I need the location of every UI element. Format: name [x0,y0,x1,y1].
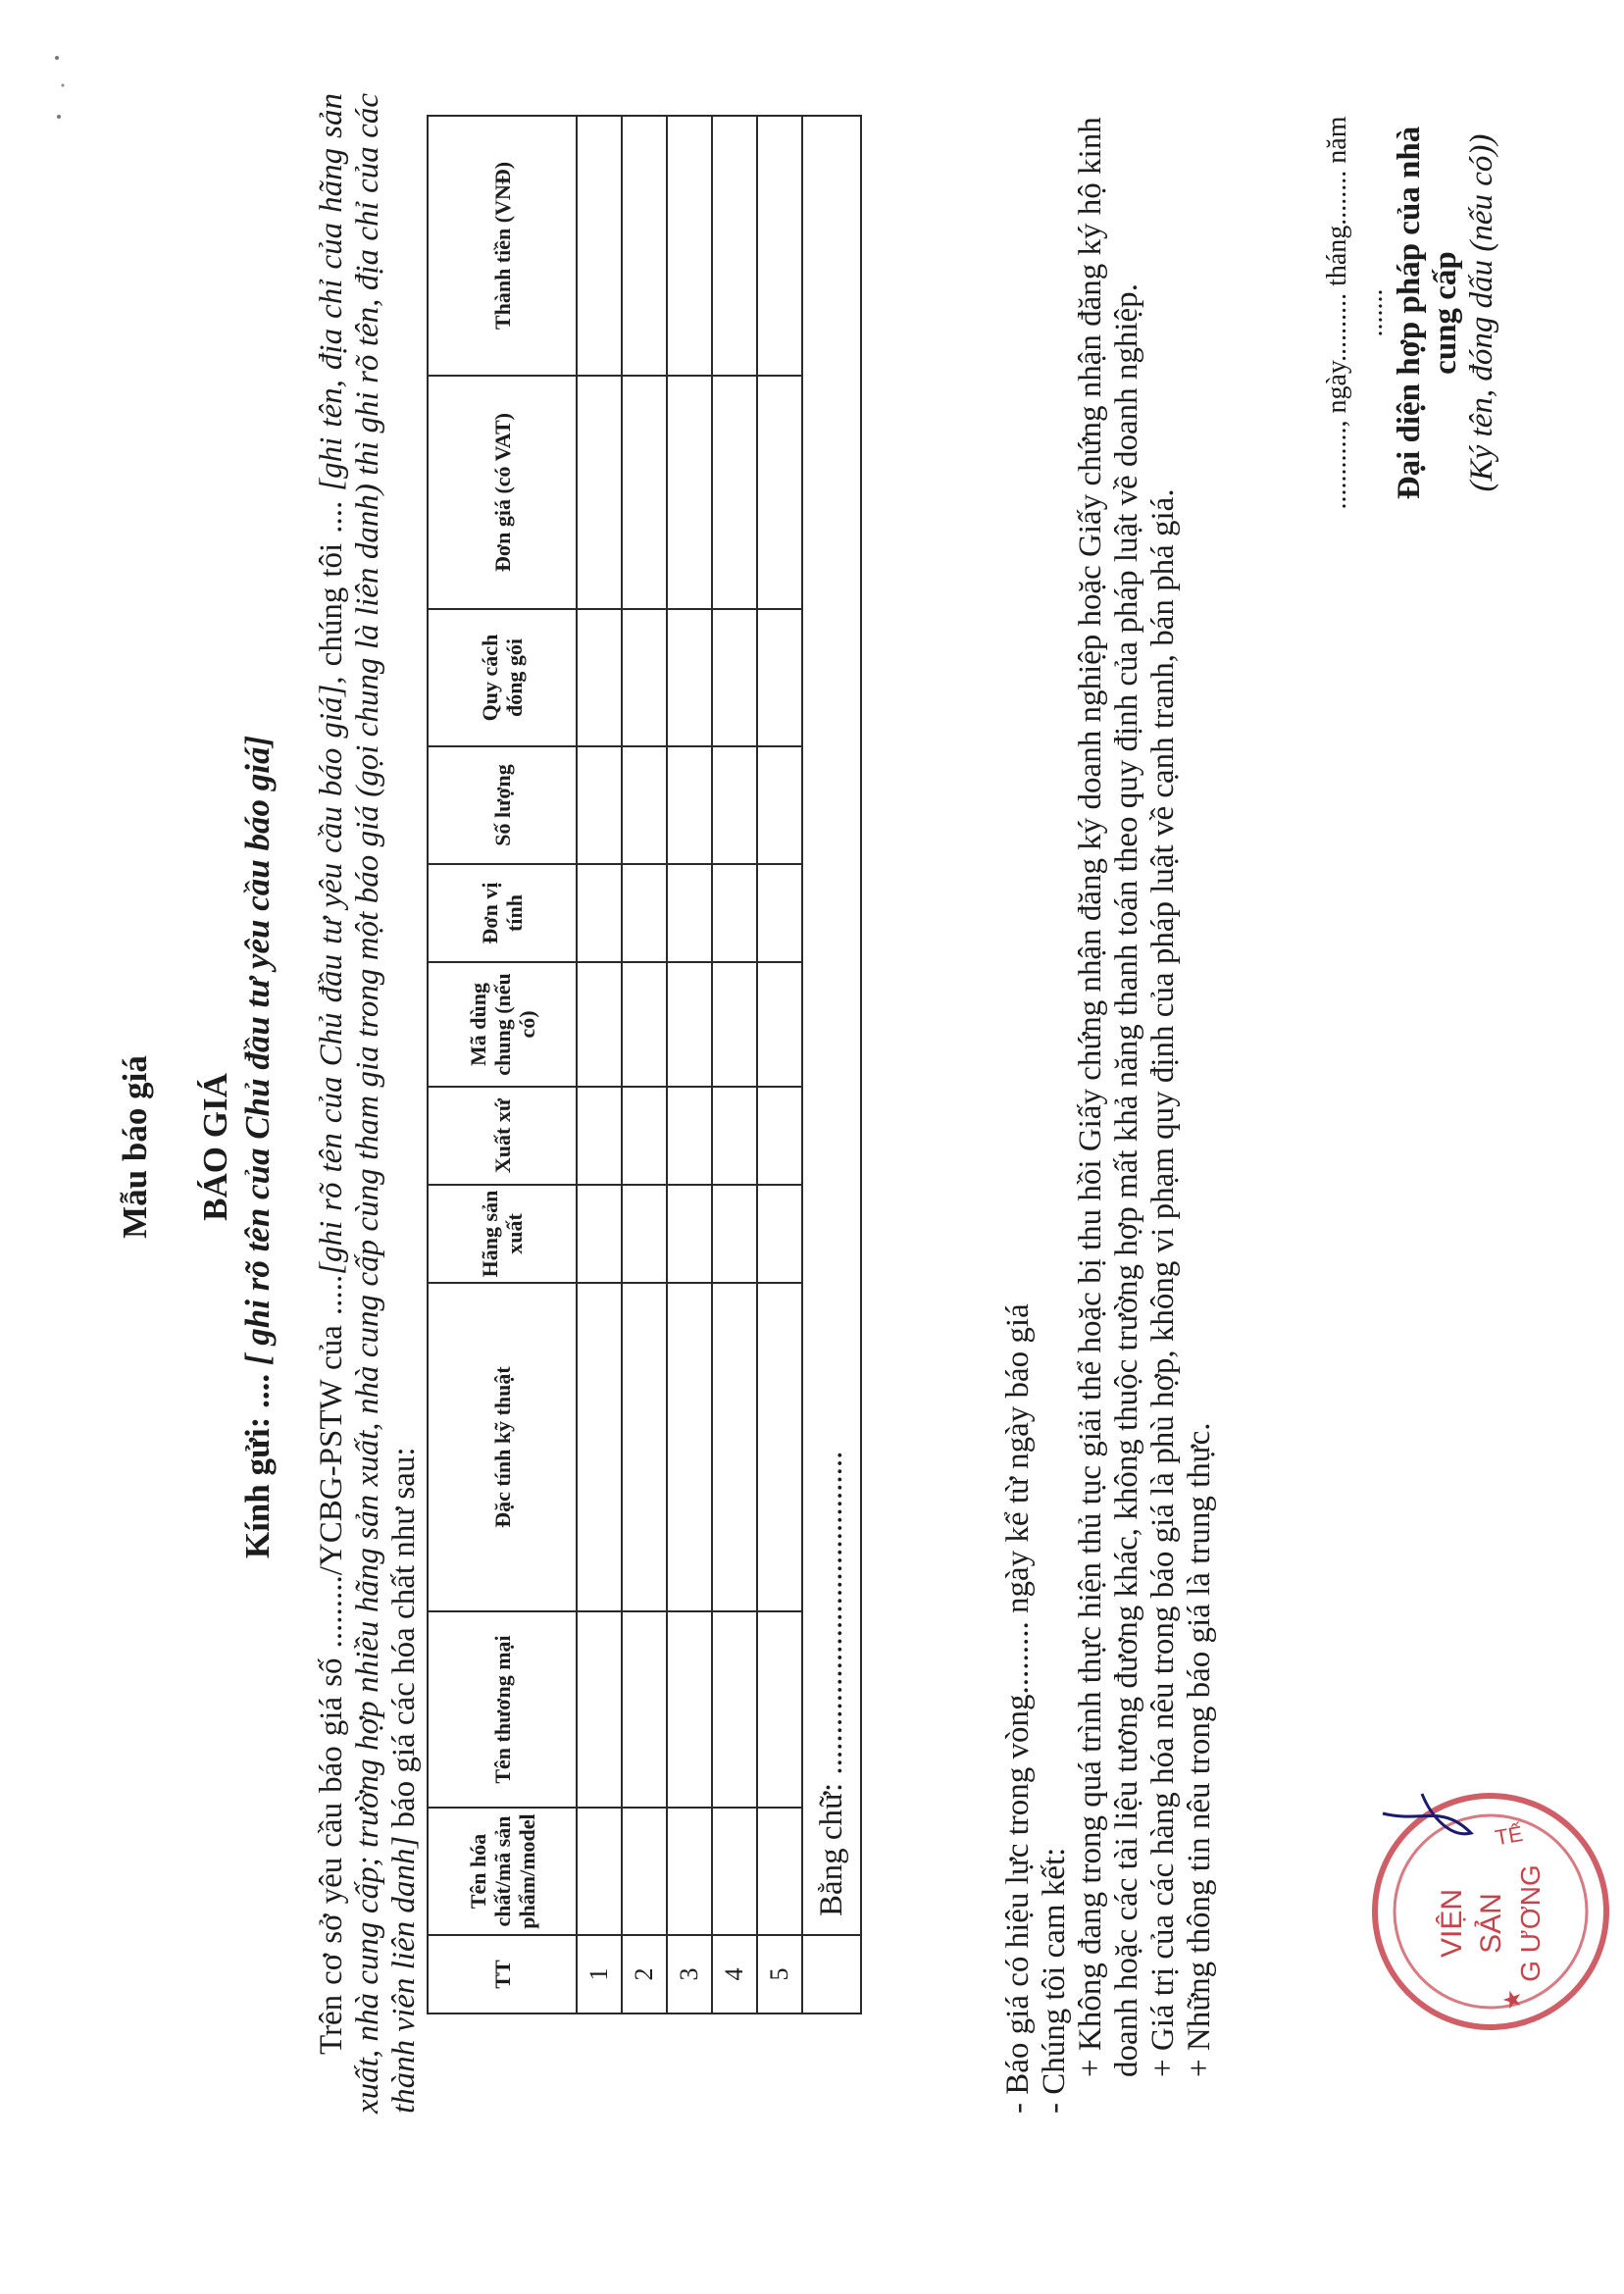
table-cell [712,746,757,864]
table-row [622,116,667,2014]
table-cell [667,116,712,376]
table-cell [577,609,622,746]
table-cell [622,116,667,376]
addressee-line [238,0,278,2294]
stamp-text-2: SẢN [1475,1893,1507,1954]
table-cell [577,376,622,609]
commitment-item-1: + Không đang trong quá trình thực hiện thủ tục giải thể hoặc bị thu hồi Giấy chứng nhận đăng ký doanh nghiệp hoặc Giấy chứng nhận đăng ký hộ kinh doanh hoặc các tài liệu tương đương khác, không thuộc trường hợp mất khả năng thanh toán theo quy định của pháp luật về doanh nghiệp. [1073,117,1144,2077]
red-seal-stamp [1363,1784,1618,2039]
table-cell [757,376,802,609]
signature-block [1319,97,1500,529]
table-cell [667,1087,712,1185]
table-cell [667,864,712,962]
table-cell [757,864,802,962]
table-cell [622,1283,667,1611]
addressee-prefix: Kính gửi: .... [238,1373,277,1559]
table-cell [757,746,802,864]
table-cell [577,864,622,962]
header-cell: Hãng sản xuất [428,1185,577,1283]
intro-part-4: [ghi tên, địa chỉ của hãng sản xuất, nhà cung cấp; trường hợp nhiều hãng sản xuất, nhà cung cấp cùng tham gia trong một báo giá (gọi chung là liên danh) thì ghi rõ tên, địa chỉ của các thành viên liên danh] [314,93,422,2114]
table-cell [712,962,757,1087]
empty-number-cell [802,1935,861,2014]
stamp-text-3: G ƯƠNG [1515,1864,1546,1982]
table-row [802,116,861,2014]
table-cell [577,1185,622,1283]
scan-marks [39,38,78,136]
table-cell [622,1087,667,1185]
header-cell: Đặc tính kỹ thuật [428,1283,577,1611]
intro-part-5: báo giá các hóa chất như sau: [386,1447,422,1836]
signature-note: (Ký tên, đóng dấu (nếu có)) [1464,133,1499,492]
header-cell: Thành tiền (VNĐ) [428,116,577,376]
table-row [667,116,712,2014]
table-cell [757,962,802,1087]
table-cell [757,1283,802,1611]
row-number: 5 [757,1935,802,2014]
stamp-graphic [1375,1796,1606,2027]
commitment-item-3: + Những thông tin nêu trong báo giá là trung thực. [1182,1422,1217,2077]
table-cell [622,376,667,609]
table-cell [622,1808,667,1935]
table-cell [667,746,712,864]
table-cell [622,1611,667,1808]
stamp-text-1: VIỆN [1436,1888,1468,1959]
notes-section [1000,74,1218,2114]
table-cell [712,1087,757,1185]
table-cell [577,746,622,864]
document-title: BÁO GIÁ [196,1073,234,1221]
table-cell [757,1185,802,1283]
header-cell: Số lượng [428,746,577,864]
intro-paragraph [314,93,423,2114]
table-cell [667,376,712,609]
signature-date-line: ............, ngày.......... tháng........ năm ....... [1322,116,1389,510]
header-cell: Xuất xứ [428,1087,577,1185]
table-cell [667,609,712,746]
table-cell [577,1611,622,1808]
table-cell [577,1283,622,1611]
commitment-heading: - Chúng tôi cam kết: [1037,1847,1072,2114]
table-cell [712,376,757,609]
table-cell [577,1087,622,1185]
header-cell: Quy cách đóng gói [428,609,577,746]
table-cell [622,609,667,746]
table-cell [577,962,622,1087]
table-cell [712,1808,757,1935]
table-cell [712,116,757,376]
table-cell [712,609,757,746]
table-row [577,116,622,2014]
amount-in-words: Bằng chữ: ........................................ [802,116,861,1935]
header-cell: Tên thương mại [428,1611,577,1808]
table-cell [667,1283,712,1611]
table-cell [712,1283,757,1611]
table-cell [712,864,757,962]
header-cell: Mã dùng chung (nếu có) [428,962,577,1087]
row-number: 1 [577,1935,622,2014]
table-header-row [428,116,577,2014]
table-cell [577,116,622,376]
row-number: 4 [712,1935,757,2014]
table-cell [622,962,667,1087]
quotation-table [427,115,862,2014]
table-cell [622,746,667,864]
table-cell [757,1611,802,1808]
header-cell: Đơn giá (có VAT) [428,376,577,609]
addressee-name: [ ghi rõ tên của Chủ đầu tư yêu cầu báo giá] [238,735,277,1374]
table-cell [712,1185,757,1283]
table-cell [667,962,712,1087]
table-cell [622,864,667,962]
stamp-side-text: TẾ [1493,1820,1525,1851]
table-cell [667,1185,712,1283]
table-cell [757,116,802,376]
table-cell [667,1808,712,1935]
header-cell: TT [428,1935,577,2014]
table-cell [757,1808,802,1935]
intro-part-3: , chúng tôi .... [314,490,349,685]
intro-part-1: Trên cơ sở yêu cầu báo giá số ........./YCBG-PSTW của ..... [314,1274,349,2055]
table-cell [622,1185,667,1283]
commitment-item-2: + Giá trị của các hàng hóa nêu trong báo giá là phù hợp, không vi phạm quy định của pháp luật về cạnh tranh, bán phá giá. [1145,488,1181,2077]
header-cell: Tên hóa chất/mã sản phẩm/model [428,1808,577,1935]
table-cell [667,1611,712,1808]
signature-title: Đại diện hợp pháp của nhà cung cấp [1392,126,1463,500]
table-cell [757,609,802,746]
intro-part-2: [ghi rõ tên của Chủ đầu tư yêu cầu báo giá] [314,684,349,1275]
stamp-star-icon: ★ [1498,1989,1526,2011]
header-cell: Đơn vị tính [428,864,577,962]
form-name: Mẫu báo giá [116,1055,154,1239]
table-cell [577,1808,622,1935]
table-row [712,116,757,2014]
validity-note: - Báo giá có hiệu lực trong vòng......... ngày kể từ ngày báo giá [1000,1303,1036,2114]
row-number: 2 [622,1935,667,2014]
table-cell [757,1087,802,1185]
table-row [757,116,802,2014]
row-number: 3 [667,1935,712,2014]
table-cell [712,1611,757,1808]
